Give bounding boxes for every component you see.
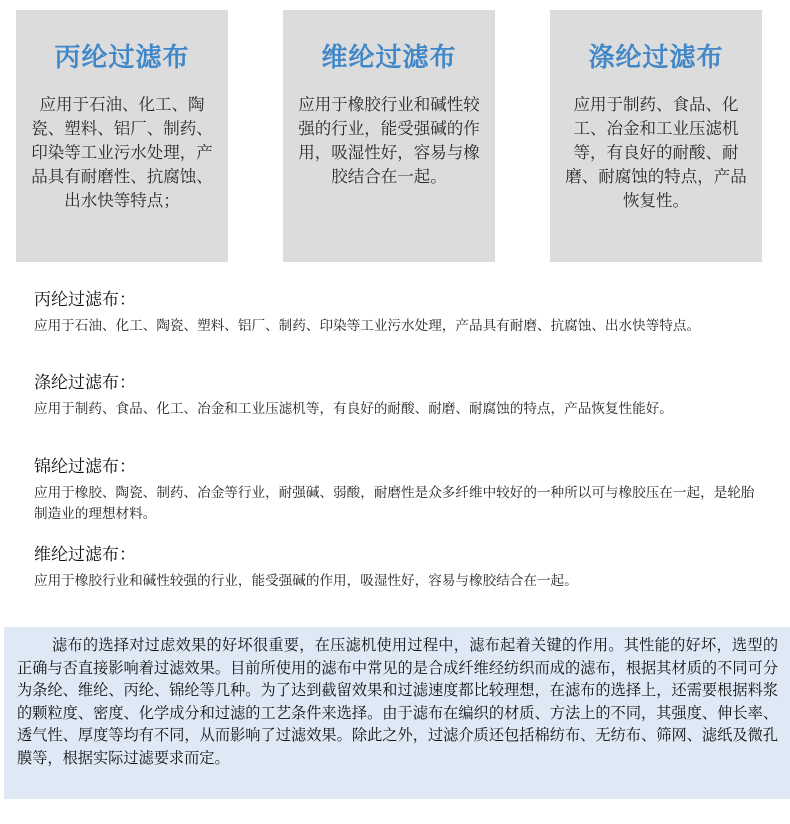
card-text: 应用于制药、食品、化工、冶金和工业压滤机等，有良好的耐酸、耐磨、耐腐蚀的特点，产品恢复性。	[565, 95, 747, 210]
section-polyester	[34, 372, 764, 420]
section-title: 涤纶过滤布：	[34, 373, 136, 393]
card-text: 应用于石油、化工、陶瓷、塑料、铝厂、制药、印染等工业污水处理，产品具有耐磨性、抗腐蚀、出水快等特点；	[31, 95, 213, 210]
card-polyester	[550, 10, 762, 262]
summary-text: 滤布的选择对过虑效果的好坏很重要，在压滤机使用过程中，滤布起着关键的作用。其性能的好坏，选型的正确与否直接影响着过滤效果。目前所使用的滤布中常见的是合成纤维经纺织而成的滤布，根据其材质的不同可分为条纶、维纶、丙纶、锦纶等几种。为了达到截留效果和过滤速度都比较理想，在滤布的选择上，还需要根据料浆的颗粒度、密度、化学成分和过滤的工艺条件来选择。由于滤布在编织的材质、方法上的不同，其强度、伸长率、透气性、厚度等均有不同，从而影响了过滤效果。除此之外，过滤介质还包括棉纺布、无纺布、筛网、滤纸及微孔膜等，根据实际过滤要求而定。	[17, 636, 778, 767]
section-text: 应用于橡胶、陶瓷、制药、冶金等行业，耐强碱、弱酸，耐磨性是众多纤维中较好的一种所以可与橡胶压在一起，是轮胎制造业的理想材料。	[34, 485, 755, 522]
section-text: 应用于制药、食品、化工、冶金和工业压滤机等，有良好的耐酸、耐磨、耐腐蚀的特点，产品恢复性能好。	[34, 401, 673, 417]
card-title: 维纶过滤布	[321, 43, 457, 73]
summary-panel	[4, 627, 790, 799]
section-title: 维纶过滤布：	[34, 545, 136, 565]
card-text: 应用于橡胶行业和碱性较强的行业，能受强碱的作用，吸湿性好，容易与橡胶结合在一起。	[298, 95, 480, 186]
section-text: 应用于石油、化工、陶瓷、塑料、铝厂、制药、印染等工业污水处理，产品具有耐磨、抗腐蚀、出水快等特点。	[34, 318, 701, 334]
card-vinylon	[283, 10, 495, 262]
section-text: 应用于橡胶行业和碱性较强的行业，能受强碱的作用，吸湿性好，容易与橡胶结合在一起。	[34, 573, 578, 589]
section-title: 锦纶过滤布：	[34, 457, 136, 477]
section-vinylon	[34, 544, 764, 592]
section-title: 丙纶过滤布：	[34, 290, 136, 310]
card-title: 丙纶过滤布	[54, 43, 190, 73]
section-nylon	[34, 456, 764, 525]
card-polypropylene	[16, 10, 228, 262]
section-polypropylene	[34, 289, 764, 337]
card-title: 涤纶过滤布	[588, 43, 724, 73]
